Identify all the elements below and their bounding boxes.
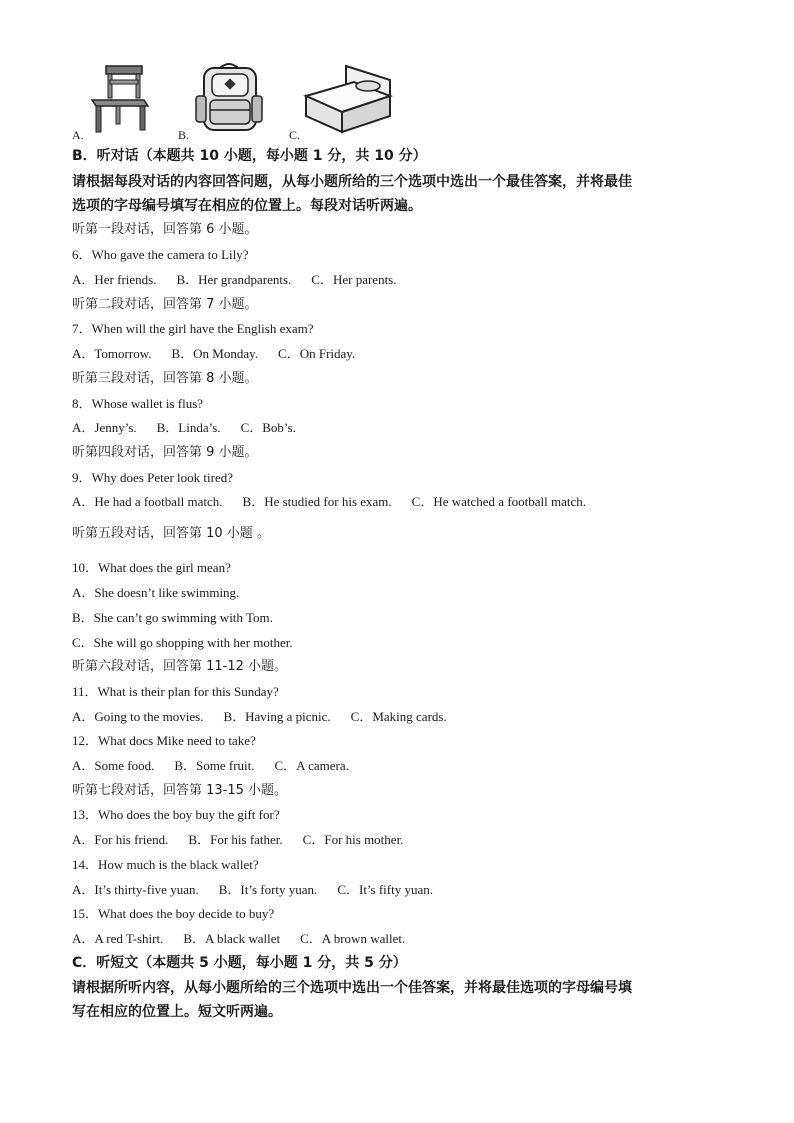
chair-icon [88,60,152,134]
answer-options [72,494,606,510]
section-b-instruction-2: 选项的字母编号填写在相应的位置上。每段对话听两遍。 [72,198,422,214]
section-b-instruction-1: 请根据每段对话的内容回答问题，从每小题所给的三个选项中选出一个最佳答案，并将最佳 [72,174,632,190]
answer-option: A．Some food. [72,758,155,773]
answer-option: A．He had a football match. [72,494,223,509]
dialogue-instruction: 听第二段对话，回答第 7 小题。 [72,297,258,312]
question-text: 14．How much is the black wallet? [72,857,259,872]
answer-option: A．Jenny’s. [72,420,137,435]
answer-option: A．Her friends. [72,272,157,287]
question-text: 9．Why does Peter look tired? [72,470,234,485]
answer-options [72,882,453,898]
picture-label-b: B. [178,128,190,142]
answer-option: B．It’s forty yuan. [218,882,318,897]
section-c-heading: C．听短文（本题共 5 小题，每小题 1 分，共 5 分） [72,955,407,971]
answer-option: C．A brown wallet. [300,931,406,946]
dialogue-instruction: 听第三段对话，回答第 8 小题。 [72,371,258,386]
answer-options [72,931,425,947]
answer-option: B．Some fruit. [174,758,255,773]
dialogue-instruction: 听第七段对话，回答第 13-15 小题。 [72,783,288,798]
answer-option: B．A black wallet [183,931,281,946]
question-text: 13．Who does the boy buy the gift for? [72,807,280,822]
answer-option: B．He studied for his exam. [242,494,392,509]
question-text: 11．What is their plan for this Sunday? [72,684,279,699]
question-text: B．She can’t go swimming with Tom. [72,610,273,625]
question-text: 12．What docs Mike need to take? [72,733,256,748]
answer-option: A．It’s thirty-five yuan. [72,882,199,897]
question-text: A．She doesn’t like swimming. [72,585,240,600]
answer-option: A．Tomorrow. [72,346,152,361]
section-c-instruction-1: 请根据所听内容，从每小题所给的三个选项中选出一个佳答案，并将最佳选项的字母编号填 [72,980,632,996]
dialogue-instruction: 听第六段对话，回答第 11-12 小题。 [72,659,288,674]
answer-option: C．On Friday. [278,346,356,361]
answer-options [72,272,417,288]
question-text: 10．What does the girl mean? [72,560,231,575]
answer-options [72,420,316,436]
question-text: 8．Whose wallet is flus? [72,396,204,411]
answer-option: A．For his friend. [72,832,169,847]
answer-option: C．It’s fifty yuan. [337,882,433,897]
answer-option: C．He watched a football match. [411,494,587,509]
picture-label-a: A. [72,128,84,142]
section-b-heading: B．听对话（本题共 10 小题，每小题 1 分，共 10 分） [72,148,427,164]
answer-option: B．Having a picnic. [223,709,331,724]
bed-icon [302,60,394,138]
question-text: 6．Who gave the camera to Lily? [72,247,249,262]
question-text: C．She will go shopping with her mother. [72,635,293,650]
answer-option: A．Going to the movies. [72,709,204,724]
picture-options [0,60,794,144]
answer-option: C．Making cards. [350,709,447,724]
question-text: 15．What does the boy decide to buy? [72,906,275,921]
dialogue-instruction: 听第四段对话，回答第 9 小题。 [72,445,258,460]
question-text: 7．When will the girl have the English exam? [72,321,314,336]
answer-option: B．For his father. [188,832,283,847]
backpack-icon [192,60,266,134]
answer-option: C．A camera. [274,758,349,773]
picture-label-c: C. [289,128,301,142]
answer-option: C．For his mother. [302,832,404,847]
answer-option: C．Her parents. [311,272,397,287]
section-c-instruction-2: 写在相应的位置上。短文听两遍。 [72,1004,282,1020]
answer-options [72,346,375,362]
answer-option: B．Her grandparents. [176,272,292,287]
answer-option: B．On Monday. [171,346,259,361]
answer-option: A．A red T-shirt. [72,931,164,946]
answer-option: B．Linda’s. [156,420,221,435]
answer-options [72,832,423,848]
answer-options [72,758,369,774]
dialogue-instruction: 听第一段对话，回答第 6 小题。 [72,222,258,237]
answer-option: C．Bob’s. [240,420,296,435]
answer-options [72,709,467,725]
dialogue-instruction: 听第五段对话，回答第 10 小题 。 [72,526,270,541]
